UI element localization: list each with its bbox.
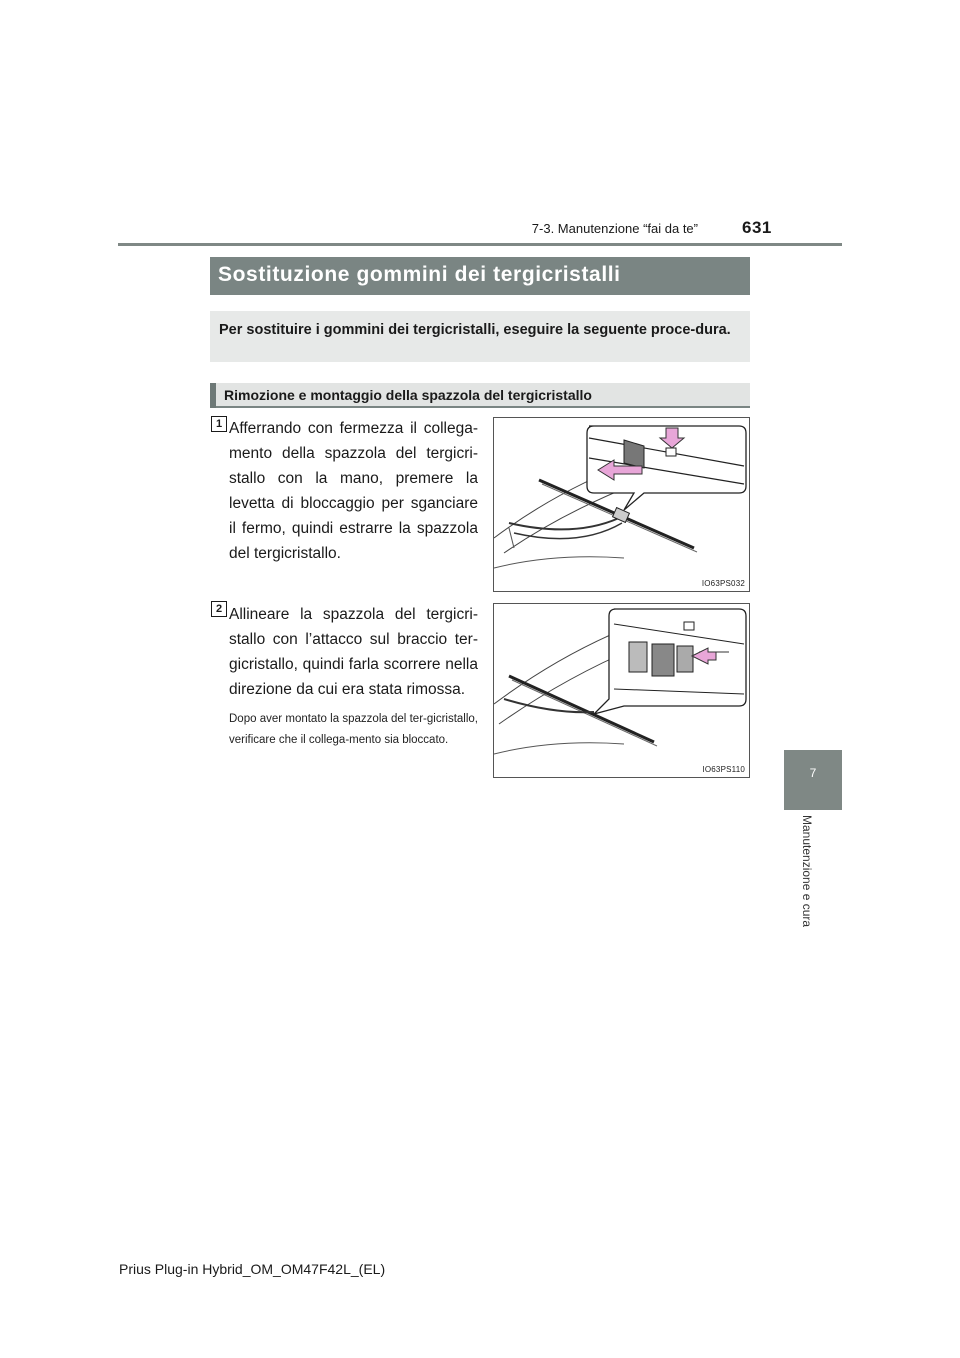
section-title: Sostituzione gommini dei tergicristalli — [218, 263, 621, 286]
chapter-title: Manutenzione e cura — [800, 815, 814, 928]
page-number: 631 — [742, 218, 772, 237]
intro-text: Per sostituire i gommini dei tergicristalli, eseguire la seguente proce-dura. — [219, 322, 731, 338]
wiper-installation-illustration — [494, 604, 750, 778]
chapter-number: 7 — [809, 766, 817, 780]
step-number-1: 1 — [211, 416, 227, 432]
figure-code-2: IO63PS110 — [702, 765, 745, 774]
chapter-tab — [784, 750, 842, 810]
header-rule — [118, 243, 842, 246]
figure-code-1: IO63PS032 — [701, 579, 745, 588]
step-2-note: Dopo aver montato la spazzola del ter-gicristallo, verificare che il collega-mento sia bloccato. — [229, 713, 478, 746]
step-number-2: 2 — [211, 601, 227, 617]
subsection-title: Rimozione e montaggio della spazzola del tergicristallo — [224, 387, 592, 403]
wiper-removal-illustration — [494, 418, 750, 592]
step-1-text: Afferrando con fermezza il collega-mento della spazzola del tergicri-stallo con la mano, premere la levetta di bloccaggio per sganciare il fermo, quindi estrarre la spazzola del tergicristallo. — [229, 420, 478, 562]
step-2-text: Allineare la spazzola del tergicri-stallo con l’attacco sul braccio ter-gicristallo, quindi farla scorrere nella direzione da cui era stata rimossa. — [229, 606, 478, 698]
footer-model: Prius Plug-in Hybrid_OM_OM47F42L_(EL) — [119, 1261, 386, 1277]
figure-wiper-installation — [493, 603, 750, 778]
figure-wiper-removal — [493, 417, 750, 592]
subsection-accent — [210, 383, 216, 408]
header-section-title: 7-3. Manutenzione “fai da te” — [531, 221, 698, 236]
